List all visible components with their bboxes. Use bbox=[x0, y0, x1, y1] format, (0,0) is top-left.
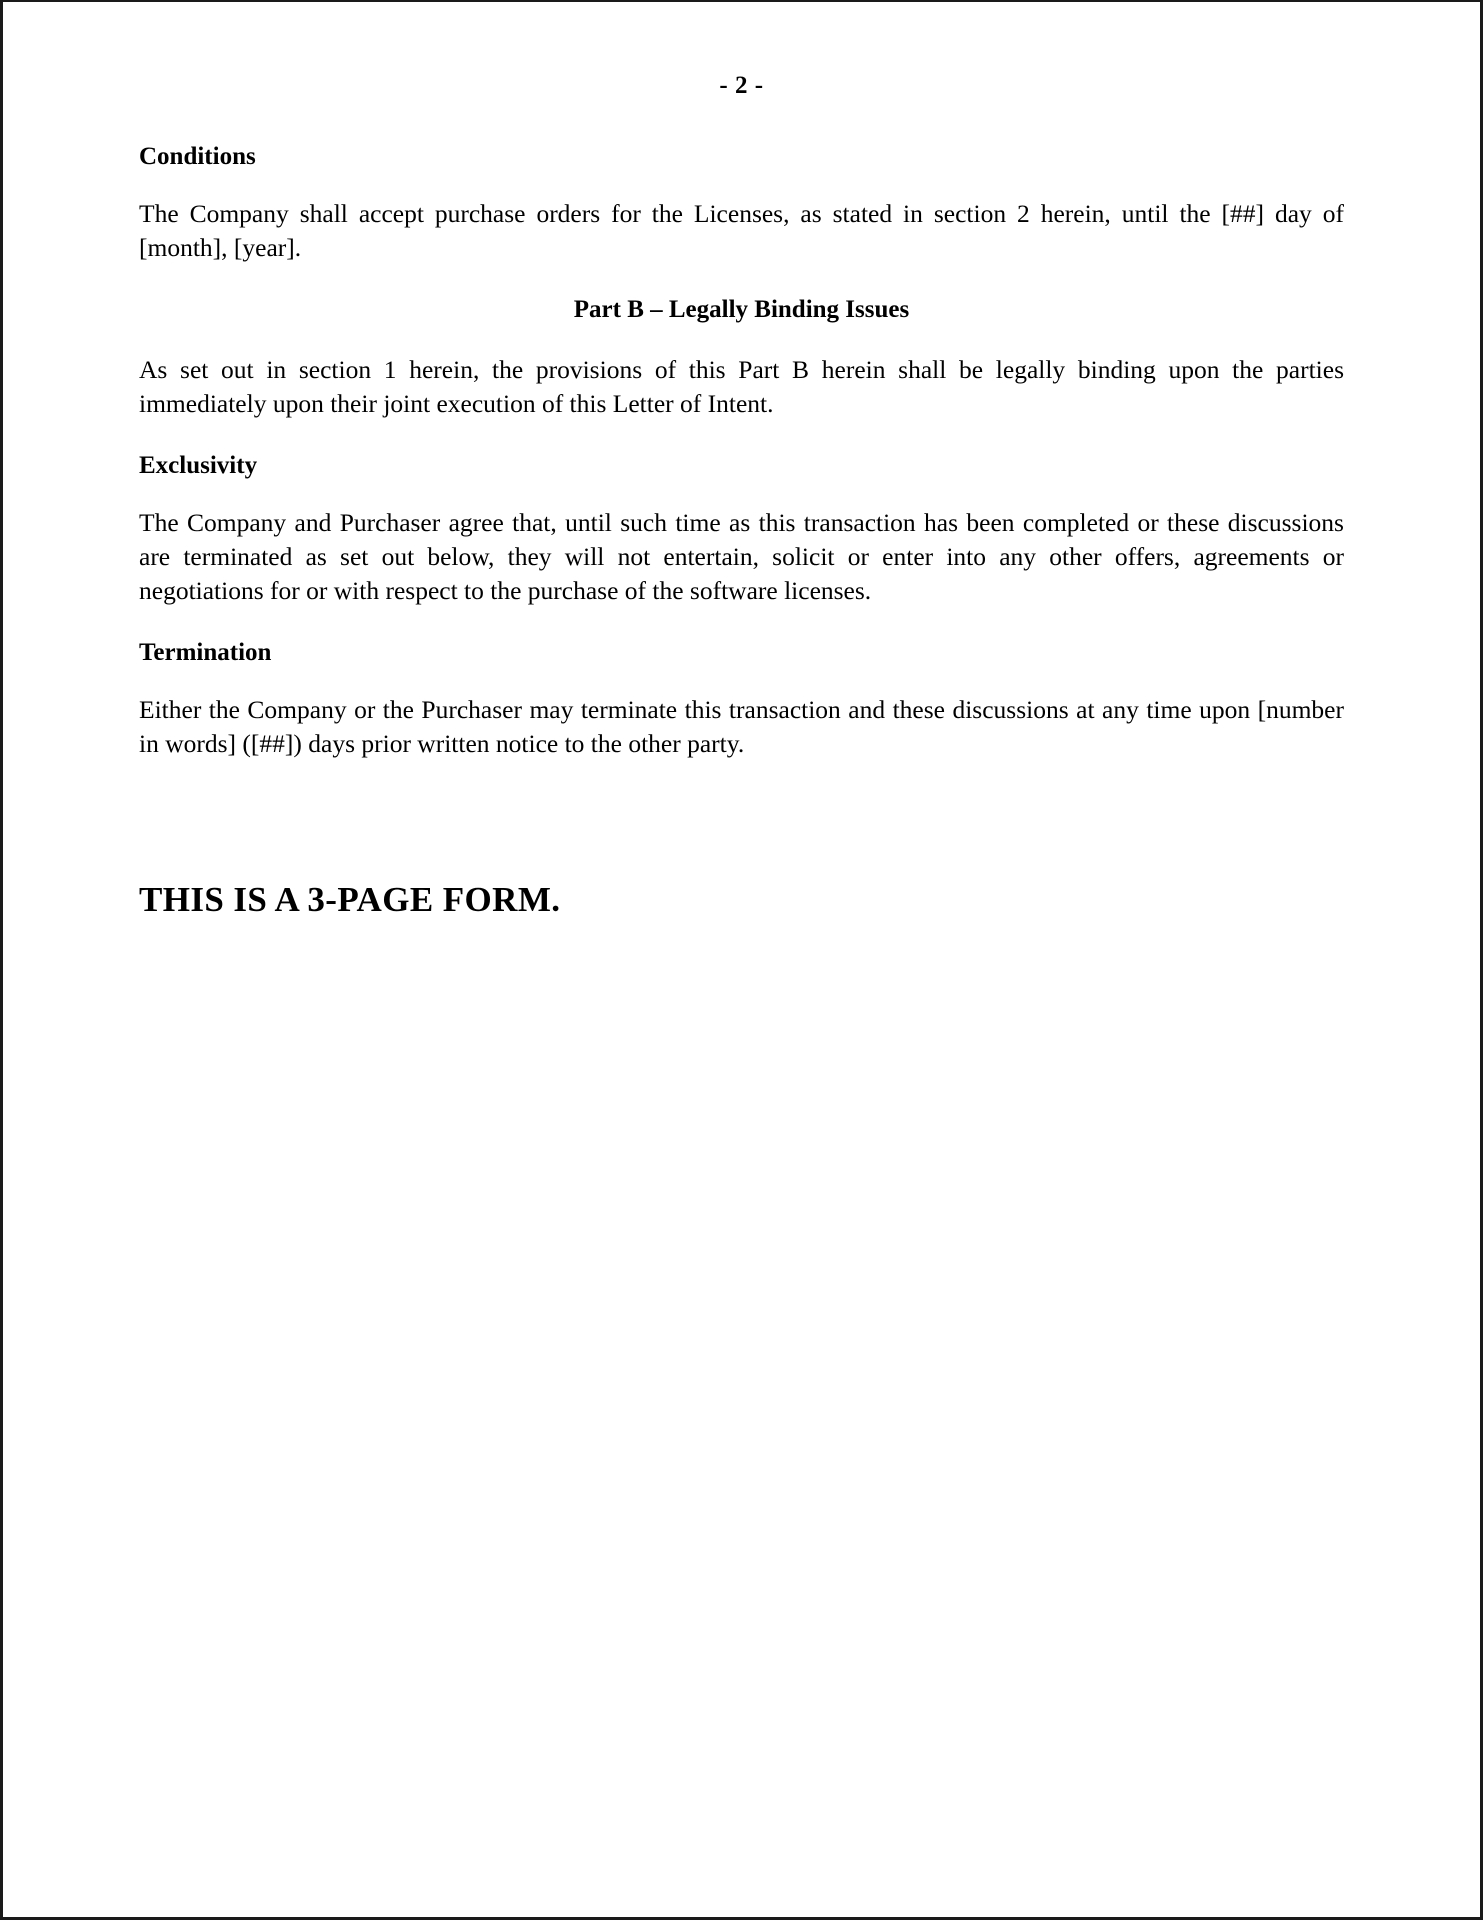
section-heading-exclusivity: Exclusivity bbox=[139, 452, 258, 479]
section-paragraph-part-b: As set out in section 1 herein, the provisions of this Part B herein shall be legally binding upon the parties immediately upon their joint execution of this Letter of Intent. bbox=[139, 355, 1344, 418]
spacer bbox=[139, 172, 1344, 197]
scan-border-left bbox=[0, 0, 3, 1920]
section-heading-part-b: Part B – Legally Binding Issues bbox=[573, 296, 910, 323]
spacer bbox=[139, 325, 1344, 353]
page-content bbox=[139, 0, 1344, 1920]
page-number: - 2 - bbox=[719, 72, 764, 99]
section-paragraph-termination: Either the Company or the Purchaser may terminate this transaction and these discussions at any time upon [number in words] ([##]) days prior written notice to the other party. bbox=[139, 695, 1344, 758]
spacer-header bbox=[139, 100, 1344, 142]
section-heading-conditions: Conditions bbox=[139, 143, 256, 170]
spacer bbox=[139, 421, 1344, 451]
section-paragraph-conditions: The Company shall accept purchase orders for the Licenses, as stated in section 2 herein, until the [##] day of [month], [year]. bbox=[139, 199, 1344, 262]
section-paragraph-exclusivity: The Company and Purchaser agree that, until such time as this transaction has been completed or these discussions are terminated as set out below, they will not entertain, solicit or enter into any other offers, agreements or negotiations for or with respect to the purchase of the software licenses. bbox=[139, 508, 1344, 605]
spacer bbox=[139, 265, 1344, 295]
form-page-count-note: THIS IS A 3-PAGE FORM. bbox=[139, 880, 561, 919]
spacer bbox=[139, 481, 1344, 506]
section-heading-termination: Termination bbox=[139, 639, 272, 666]
spacer-before-footer bbox=[139, 761, 1344, 879]
spacer bbox=[139, 608, 1344, 638]
spacer bbox=[139, 668, 1344, 693]
